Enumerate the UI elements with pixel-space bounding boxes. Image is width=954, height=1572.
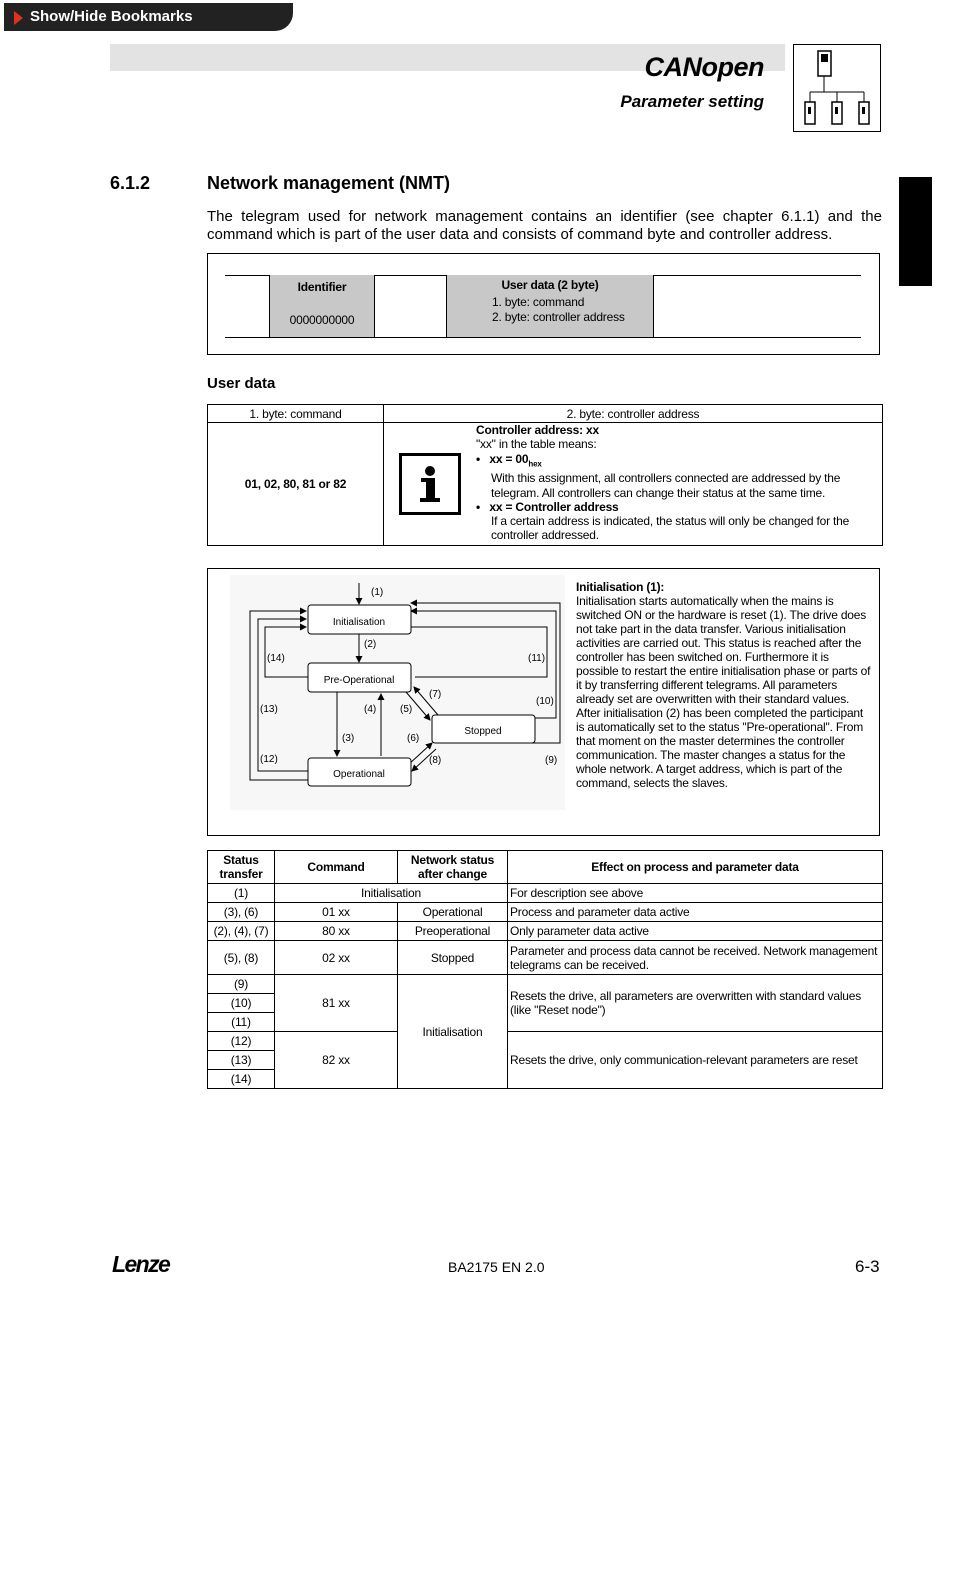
label-12: (12) xyxy=(260,754,278,765)
table-row: (2), (4), (7) 80 xx Preoperational Only parameter data active xyxy=(208,922,883,941)
section-number: 6.1.2 xyxy=(110,173,151,193)
state-initialisation-label: Initialisation xyxy=(332,617,386,628)
user-data-cell: User data (2 byte) 1. byte: command 2. byte: controller address xyxy=(446,275,654,337)
header-subtitle: Parameter setting xyxy=(620,92,764,111)
label-6: (6) xyxy=(407,733,420,744)
section-title: Network management (NMT) xyxy=(207,173,451,193)
identifier-cell: Identifier 0000000000 xyxy=(269,275,375,337)
col-header: Network status after change xyxy=(398,851,508,884)
label-8: (8) xyxy=(429,755,442,766)
telegram-structure xyxy=(207,253,880,355)
section-intro: The telegram used for network management contains an identifier (see chapter 6.1.1) and the command which is part of the user data and consists of command byte and controller address. xyxy=(207,208,882,243)
initialisation-description: Initialisation (1): Initialisation starts automatically when the mains is switched ON or the hardware is reset (1). The drive does not take part in the data transfer. Various initialisation activities are carried out. This status is reached after the controller has been switched on. Furthermore it is possible to restart the entire initialisation phase or parts of it by transferring different telegrams. All parameters already set are overwritten with their standard values. After initialisation (2) has been completed the participant is automatically set to the status "Pre-operational". From that moment on the master determines the controller communication. The master changes a status for the whole network. A target address, which is part of the command, selects the slaves. xyxy=(576,580,871,790)
table-row: (11) xyxy=(208,1013,883,1032)
label-3: (3) xyxy=(342,733,355,744)
label-5: (5) xyxy=(400,704,413,715)
bullet-1-text: With this assignment, all controllers connected are addressed by the telegram. All controllers can change their status at the same time. xyxy=(491,471,841,500)
header-title: CANopen xyxy=(644,52,764,82)
state-pre-operational-label: Pre-Operational xyxy=(323,675,395,686)
table-row: (13) xyxy=(208,1051,883,1070)
nmt-state-diagram xyxy=(230,575,565,810)
table-row: (1) Initialisation For description see above xyxy=(208,884,883,903)
address-intro: "xx" in the table means: xyxy=(476,437,597,452)
bullet-2-text: If a certain address is indicated, the status will only be changed for the controller addressed. xyxy=(491,514,850,543)
label-11: (11) xyxy=(528,653,546,664)
label-2: (2) xyxy=(364,639,377,650)
document-id: BA2175 EN 2.0 xyxy=(448,1259,545,1275)
table-row: (3), (6) 01 xx Operational Process and parameter data active xyxy=(208,903,883,922)
label-13: (13) xyxy=(260,704,278,715)
lenze-logo: Lenze xyxy=(112,1251,170,1277)
info-icon xyxy=(399,453,461,515)
label-14: (14) xyxy=(267,653,285,664)
state-operational-label: Operational xyxy=(333,769,385,780)
label-1: (1) xyxy=(371,587,384,598)
table-row: (14) xyxy=(208,1070,883,1089)
label-10: (10) xyxy=(536,696,554,707)
table-row: (9) 81 xx Initialisation Resets the drive, all parameters are overwritten with standard values (like "Reset node") xyxy=(208,975,883,994)
col-header: Effect on process and parameter data xyxy=(508,851,883,884)
status-transfer-table xyxy=(207,850,883,1089)
col-header: 2. byte: controller address xyxy=(384,405,883,423)
user-data-table xyxy=(207,404,883,546)
page-number: 6-3 xyxy=(855,1257,880,1276)
bullet-1: • xx = $00_{hex}$ xyxy=(476,451,542,468)
table-row: (10) xyxy=(208,994,883,1013)
table-row: (5), (8) 02 xx Stopped Parameter and process data cannot be received. Network management telegrams can be received. xyxy=(208,941,883,975)
label-7: (7) xyxy=(429,689,442,700)
network-topology-icon xyxy=(793,44,881,132)
label-4: (4) xyxy=(364,704,377,715)
show-hide-bookmarks-button[interactable]: Show/Hide Bookmarks xyxy=(4,3,293,31)
command-values: 01, 02, 80, 81 or 82 xyxy=(208,423,384,546)
table-row: (12) 82 xx Resets the drive, only communication-relevant parameters are reset xyxy=(208,1032,883,1051)
user-data-heading: User data xyxy=(207,375,276,392)
bullet-2: • xx = Controller address xyxy=(476,499,619,514)
col-header: Command xyxy=(275,851,398,884)
chapter-tab xyxy=(899,177,932,286)
state-stopped-label: Stopped xyxy=(464,726,502,737)
address-heading: Controller address: xx xyxy=(476,423,599,437)
col-header: 1. byte: command xyxy=(208,405,384,423)
arrow-right-icon xyxy=(14,11,23,25)
col-header: Status transfer xyxy=(208,851,275,884)
label-9: (9) xyxy=(545,755,558,766)
